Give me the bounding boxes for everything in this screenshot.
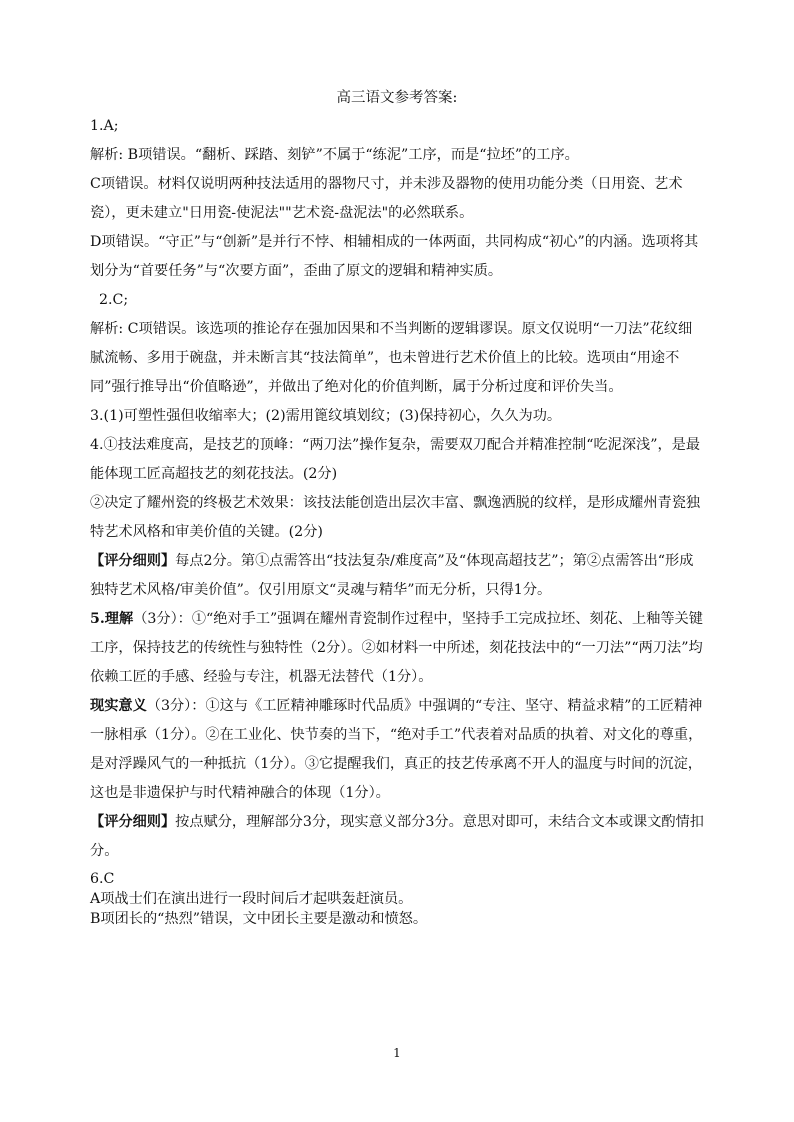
q6-option-a: A项战士们在演出进行一段时间后才起哄轰赶演员。 [90, 891, 413, 907]
q5-text: （3分）：①“绝对手工”强调在耀州青瓷制作过程中，坚持手工完成拉坯、刻花、上釉等关键工序，保持技艺的传统性与独特性（2分）。②如材料一中所述，刻花技法中的“一刀法”“两刀法”均依赖工匠的手感、经验与专注，机器无法替代（1分）。 [90, 611, 703, 685]
rubric-text: 按点赋分，理解部分3分，现实意义部分3分。意思对即可，未结合文本或课文酌情扣分。 [90, 814, 704, 859]
q5-label: 5.理解 [90, 611, 134, 627]
rubric-text: 每点2分。第①点需答出“技法复杂/难度高”及“体现高超技艺”；第②点需答出“形成独特艺术风格/审美价值”。仅引用原文“灵魂与精华”而无分析，只得1分。 [90, 553, 694, 598]
rubric-label: 【评分细则】 [90, 553, 176, 569]
q1-explanation-d: D项错误。“守正”与“创新”是并行不悖、相辅相成的一体两面，共同构成“初心”的内涵。选项将其划分为“首要任务”与“次要方面”，歪曲了原文的逻辑和精神实质。 [90, 234, 699, 279]
page-number: 1 [393, 1046, 401, 1060]
q6-answer: 6.C [90, 871, 115, 887]
q1-explanation-c: C项错误。材料仅说明两种技法适用的器物尺寸，并未涉及器物的使用功能分类（日用瓷、艺术瓷），更未建立"日用瓷-使泥法""艺术瓷-盘泥法"的必然联系。 [90, 176, 683, 221]
significance-label: 现实意义 [90, 698, 147, 714]
answer-content [90, 112, 704, 929]
q1-answer: 1.A; [90, 118, 119, 134]
q4-rubric [90, 547, 704, 605]
q2-explanation: 解析: C项错误。该选项的推论存在强加因果和不当判断的逻辑谬误。原文仅说明“一刀法”花纹细腻流畅、多用于碗盘，并未断言其“技法简单”，也未曾进行艺术价值上的比较。选项由“用途不同”强行推导出“价值略逊”，并做出了绝对化的价值判断，属于分析过度和评价失当。 [90, 321, 693, 395]
page-title: 高三语文参考答案: [336, 90, 458, 106]
q5-significance [90, 692, 704, 808]
q4-point-2: ②决定了耀州瓷的终极艺术效果：该技法能创造出层次丰富、飘逸洒脱的纹样，是形成耀州青瓷独特艺术风格和审美价值的关键。(2分) [90, 495, 701, 540]
rubric-label: 【评分细则】 [90, 814, 176, 830]
q2-answer: 2.C; [99, 292, 129, 308]
q3-answer: 3.(1)可塑性强但收缩率大；(2)需用篦纹填划纹；(3)保持初心，久久为功。 [90, 408, 562, 424]
q5-rubric [90, 808, 704, 866]
q1-explanation-b: 解析: B项错误。“翻析、踩踏、刻铲”不属于“练泥”工序，而是“拉坯”的工序。 [90, 147, 579, 163]
q6-option-b: B项团长的“热烈”错误，文中团长主要是激动和愤怒。 [90, 911, 428, 927]
significance-text: （3分）：①这与《工匠精神雕琢时代品质》中强调的“专注、坚守、精益求精”的工匠精神一脉相承（1分）。②在工业化、快节奏的当下，“绝对手工”代表着对品质的执着、对文化的尊重，是对浮躁风气的一种抵抗（1分）。③它提醒我们，真正的技艺传承离不开人的温度与时间的沉淀，这也是非遗保护与时代精神融合的体现（1分）。 [90, 698, 703, 801]
q4-point-1: 4.①技法难度高，是技艺的顶峰：“两刀法”操作复杂，需要双刀配合并精准控制“吃泥深浅”，是最能体现工匠高超技艺的刻花技法。(2分) [90, 437, 701, 482]
q5-understanding [90, 605, 704, 692]
